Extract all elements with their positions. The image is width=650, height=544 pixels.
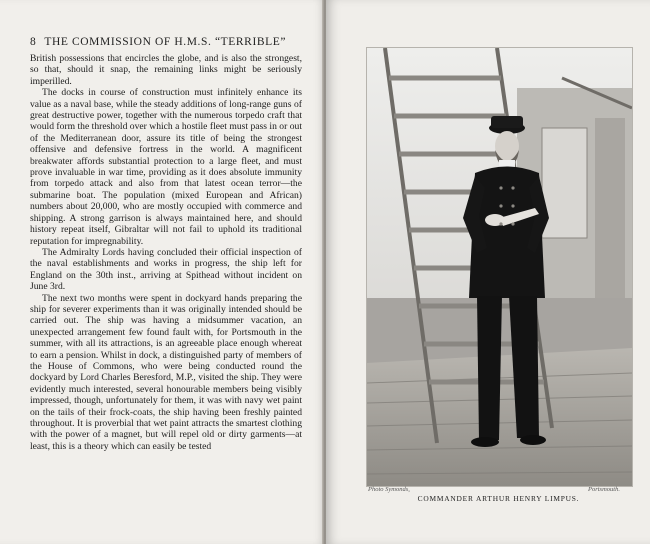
photograph-plate [366,47,633,487]
left-page [0,0,324,544]
paragraph: The Admiralty Lords having concluded their official inspection of the naval establishments and works in progress, the ship left for England on the 30th inst., arriving at Spithead without incident on June 3rd. [30,246,302,293]
paragraph: British possessions that encircles the globe, and is also the strongest, so that, should it snap, the remaining links might be seriously imperilled. [30,53,302,87]
paragraph: The next two months were spent in dockyard hands preparing the ship for severer experiments than it was originally intended should be carried out. The ship was having a midsummer vacation, an unexpected arrangement few found fault with, for Portsmouth in the summer, with all its attractions, is an agreeable place enough whereat to earn a pension. Whilst in dock, a distinguished party of members of the House of Commons, who were being conducted round the dockyard by Lord Charles Beresford, M.P., visited the ship. They were evidently much interested, several honourable members being visibly impressed, though, unfortunately for them, it was with navy wet paint on the tails of their frock-coats, the ship having been freshly painted throughout. It is proverbial that wet paint attracts the smartest clothing with the power of a magnet, but will repel old or dirty garments—at least, this is a theory which can easily be tested [30,292,302,452]
running-head [30,36,300,48]
paragraph: The docks in course of construction must infinitely enhance its value as a naval base, while the steady additions of long-range guns of great destructive power, together with the numerous torpedo craft that would form the threshold over which a hostile fleet must pass in or out of the Mediterranean door, assure its title of being the strongest offensive and defensive fortress in the world. A magnificent breakwater affords substantial protection to a large fleet, and must prove invaluable in war time, providing as it does absolute immunity from torpedo attack and also from that latest ocean terror—the submarine boat. The population (mixed European and African) numbers about 20,000, who are mostly occupied with commerce and shipping. A strong garrison is always maintained here, and should history repeat itself, Gibraltar will not fail to uphold its traditional reputation for impregnability. [30,87,302,247]
body-text [30,53,302,452]
photo-credit-place: Portsmouth. [588,486,620,493]
running-head-title: THE COMMISSION OF H.M.S. “TERRIBLE” [44,36,287,48]
photo-credit-photographer: Photo Symonds, [368,486,410,493]
portrait-photo [367,48,632,486]
photo-caption: COMMANDER ARTHUR HENRY LIMPUS. [417,494,580,503]
page-number: 8 [30,36,37,48]
